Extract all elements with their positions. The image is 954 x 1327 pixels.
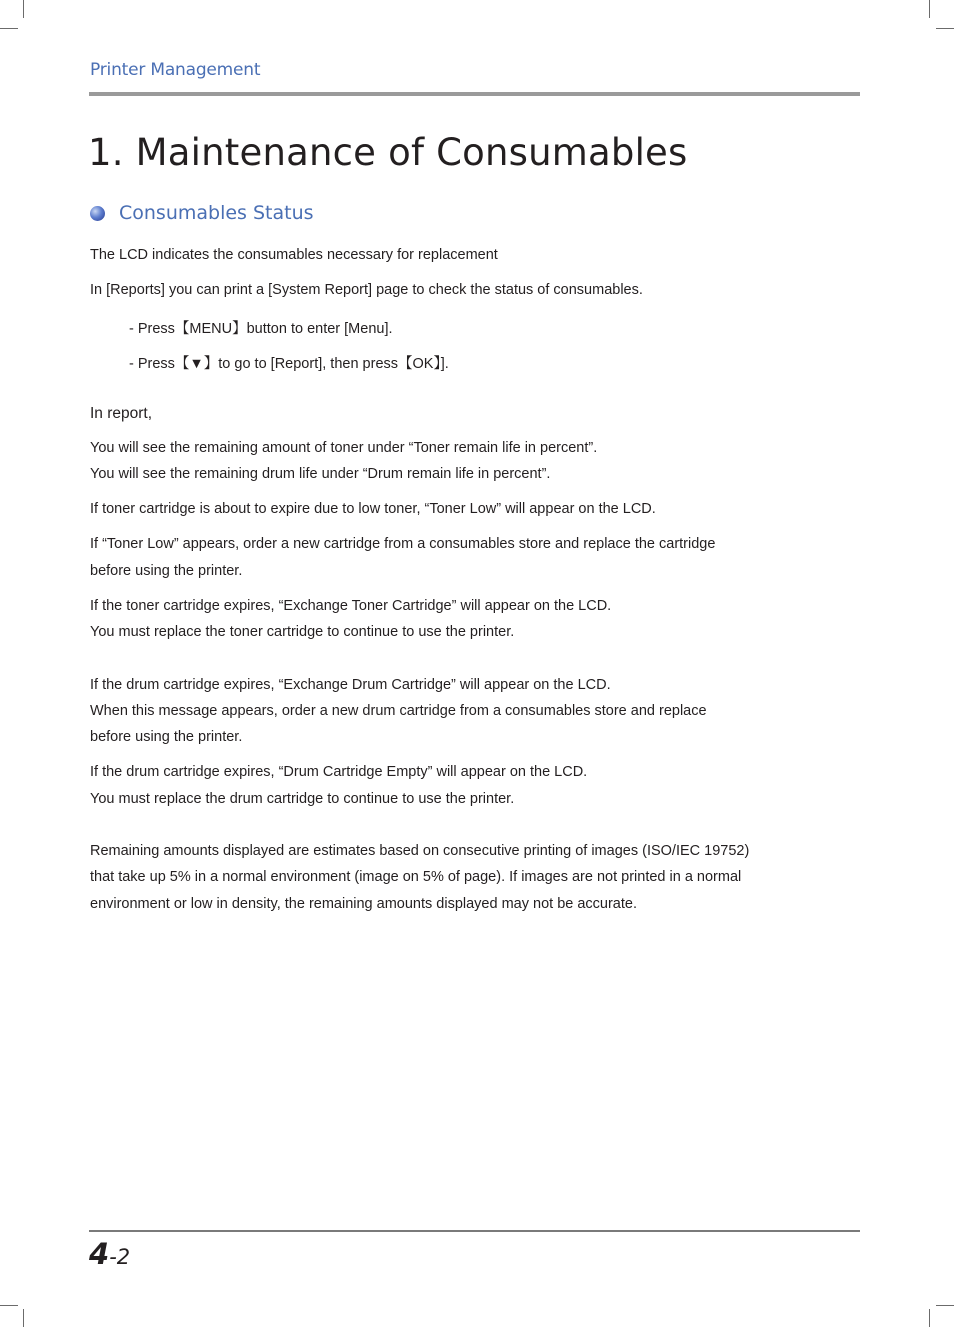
crop-mark <box>936 28 954 29</box>
crop-mark <box>0 28 18 29</box>
body-line: before using the printer. <box>90 729 243 745</box>
page-separator: - <box>109 1245 117 1269</box>
running-header: Printer Management <box>90 60 261 80</box>
page-number <box>89 1237 130 1271</box>
report-heading: In report, <box>90 405 153 422</box>
body-line: If toner cartridge is about to expire due to low toner, “Toner Low” will appear on the LCD. <box>90 501 656 517</box>
crop-mark <box>936 1305 954 1306</box>
footer-rule <box>89 1230 860 1232</box>
body-line: You must replace the toner cartridge to continue to use the printer. <box>90 624 515 640</box>
body-line: before using the printer. <box>90 563 243 579</box>
crop-mark <box>929 0 930 18</box>
chapter-number: 4 <box>89 1237 110 1271</box>
section-heading <box>90 202 314 224</box>
intro-line: The LCD indicates the consumables necessary for replacement <box>90 247 498 263</box>
body-line: If the drum cartridge expires, “Exchange Drum Cartridge” will appear on the LCD. <box>90 677 611 693</box>
body-line: environment or low in density, the remaining amounts displayed may not be accurate. <box>90 896 637 912</box>
intro-line: In [Reports] you can print a [System Report] page to check the status of consumables. <box>90 282 643 298</box>
crop-mark <box>23 0 24 18</box>
body-line: You will see the remaining drum life under “Drum remain life in percent”. <box>90 466 551 482</box>
blue-sphere-bullet-icon <box>90 206 105 221</box>
header-rule <box>89 92 860 96</box>
body-line: Remaining amounts displayed are estimates based on consecutive printing of images (ISO/IEC 19752) <box>90 843 750 859</box>
crop-mark <box>929 1309 930 1327</box>
body-line: When this message appears, order a new drum cartridge from a consumables store and replace <box>90 703 707 719</box>
crop-mark <box>0 1305 18 1306</box>
step-item: - Press【▼】to go to [Report], then press【OK】]. <box>129 356 449 372</box>
body-line: that take up 5% in a normal environment (image on 5% of page). If images are not printed in a normal <box>90 869 742 885</box>
page-in-chapter: 2 <box>116 1245 131 1269</box>
body-line: If “Toner Low” appears, order a new cartridge from a consumables store and replace the cartridge <box>90 536 716 552</box>
body-line: If the drum cartridge expires, “Drum Cartridge Empty” will appear on the LCD. <box>90 764 588 780</box>
body-line: If the toner cartridge expires, “Exchange Toner Cartridge” will appear on the LCD. <box>90 598 612 614</box>
body-line: You must replace the drum cartridge to continue to use the printer. <box>90 791 515 807</box>
page-title: 1. Maintenance of Consumables <box>88 131 688 174</box>
step-item: - Press【MENU】button to enter [Menu]. <box>129 321 393 337</box>
crop-mark <box>23 1309 24 1327</box>
section-title: Consumables Status <box>119 202 314 224</box>
body-line: You will see the remaining amount of toner under “Toner remain life in percent”. <box>90 440 598 456</box>
